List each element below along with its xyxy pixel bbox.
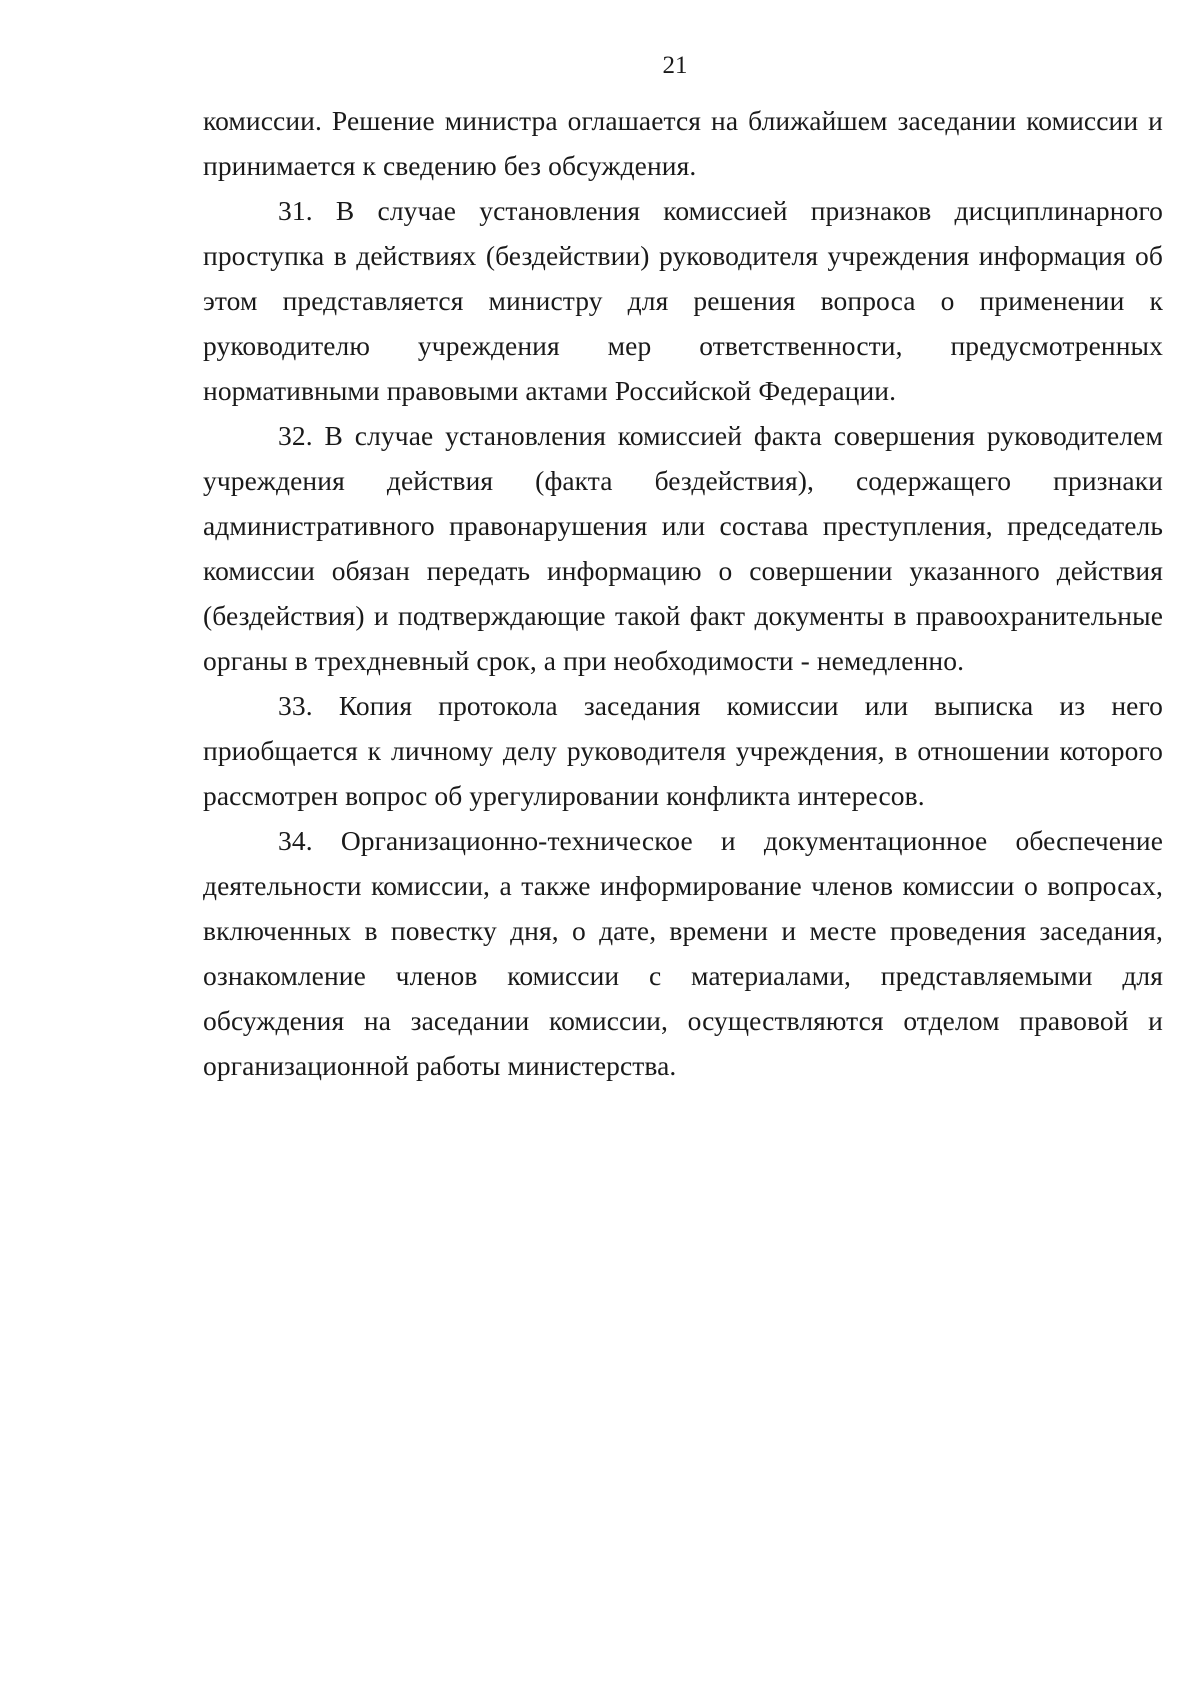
paragraph-34: 34. Организационно-техническое и документационное обеспечение деятельности комиссии, а также информирование членов комиссии о вопросах, включенных в повестку дня, о дате, времени и месте проведения заседания, ознакомление членов комиссии с материалами, представляемыми для обсуждения на заседании комиссии, осуществляются отделом правовой и организационной работы министерства.: [203, 825, 1163, 1081]
document-body: [203, 98, 1163, 1088]
paragraph-32: 32. В случае установления комиссией факта совершения руководителем учреждения действия (факта бездействия), содержащего признаки административного правонарушения или состава преступления, председатель комиссии обязан передать информацию о совершении указанного действия (бездействия) и подтверждающие такой факт документы в правоохранительные органы в трехдневный срок, а при необходимости - немедленно.: [203, 420, 1163, 676]
paragraph-31: 31. В случае установления комиссией признаков дисциплинарного проступка в действиях (бездействии) руководителя учреждения информация об этом представляется министру для решения вопроса о применении к руководителю учреждения мер ответственности, предусмотренных нормативными правовыми актами Российской Федерации.: [203, 195, 1163, 406]
paragraph-continuation: комиссии. Решение министра оглашается на ближайшем заседании комиссии и принимается к сведению без обсуждения.: [203, 105, 1163, 181]
page-number: 21: [662, 52, 688, 79]
paragraph-33: 33. Копия протокола заседания комиссии или выписка из него приобщается к личному делу руководителя учреждения, в отношении которого рассмотрен вопрос об урегулировании конфликта интересов.: [203, 690, 1163, 811]
